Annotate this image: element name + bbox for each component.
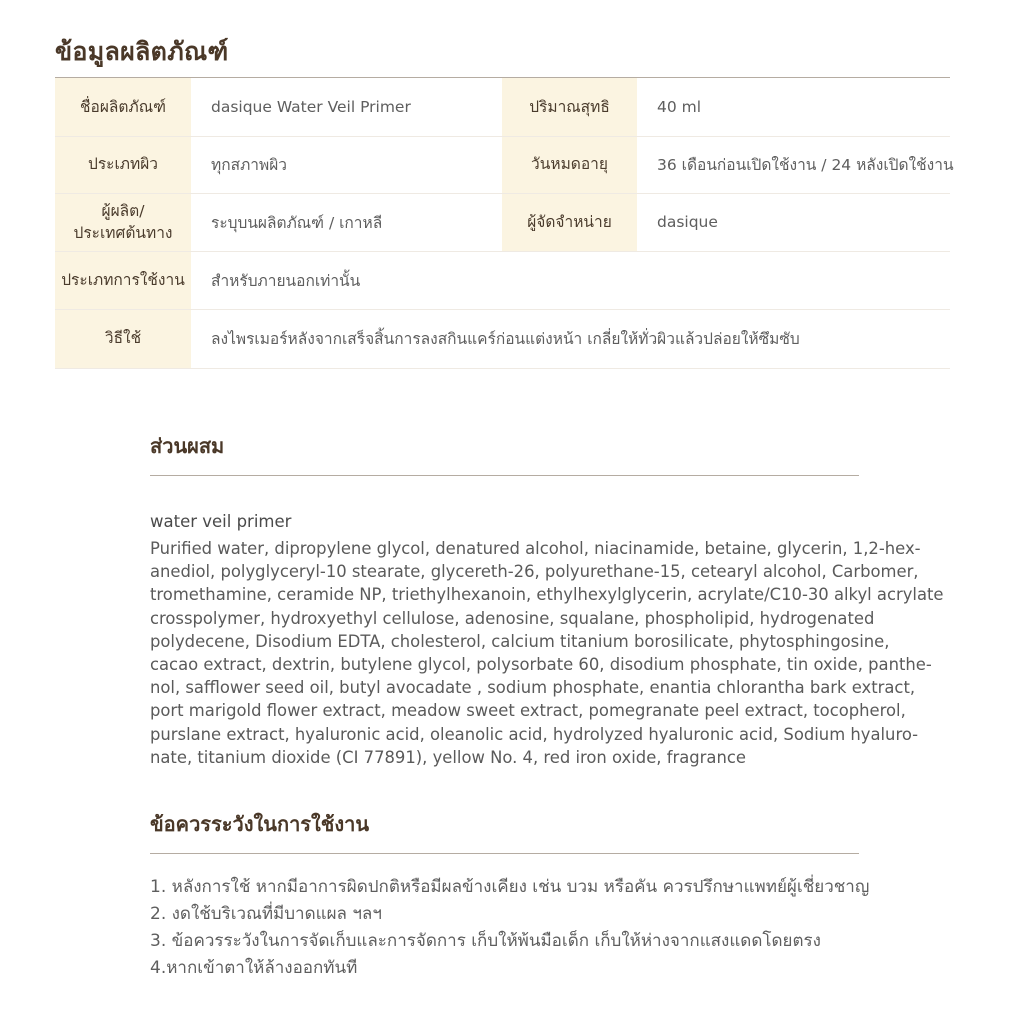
product-info-title: ข้อมูลผลิตภัณฑ์ [55,37,229,66]
label-expiry: วันหมดอายุ [502,136,637,193]
label-usage-type: ประเภทการใช้งาน [55,251,191,309]
ingredients-line: Purified water, dipropylene glycol, denatured alcohol, niacinamide, betaine, glycerin, 1,2-hex- [150,539,921,558]
ingredients-divider [150,475,859,476]
table-row [55,251,950,309]
label-distributor: ผู้จัดจำหน่าย [502,193,637,251]
ingredients-line: crosspolymer, hydroxyethyl cellulose, adenosine, squalane, phospholipid, hydrogenated [150,608,875,628]
list-item: 2. งดใช้บริเวณที่มีบาดแผล ฯลฯ [150,904,382,924]
value-usage-type: สำหรับภายนอกเท่านั้น [191,251,950,309]
table-row [55,309,950,368]
label-manufacturer-origin [55,193,191,251]
value-expiry: 36 เดือนก่อนเปิดใช้งาน / 24 หลังเปิดใช้งาน [637,136,950,193]
table-row [55,136,950,193]
value-product-name: dasique Water Veil Primer [191,78,502,136]
value-net-volume: 40 ml [637,78,950,136]
ingredients-product-name: water veil primer [150,512,292,531]
ingredients-line: tromethamine, ceramide NP, triethylhexanoin, ethylhexylglycerin, acrylate/C10-30 alkyl acrylate [150,585,944,605]
product-info-table [55,78,954,369]
ingredients-line: polydecene, Disodium EDTA, cholesterol, calcium titanium borosilicate, phytosphingosine, [150,631,890,651]
precautions-list [150,874,870,982]
precautions-divider [150,853,859,854]
list-item: 1. หลังการใช้ หากมีอาการผิดปกติหรือมีผลข้างเคียง เช่น บวม หรือคัน ควรปรึกษาแพทย์ผู้เชี่ยวชาญ [150,877,870,897]
ingredients-line: nol, safflower seed oil, butyl avocadate , sodium phosphate, enantia chlorantha bark extract, [150,678,916,698]
precautions-title: ข้อควรระวังในการใช้งาน [150,812,370,836]
ingredients-line: anediol, polyglyceryl-10 stearate, glycereth-26, polyurethane-15, cetearyl alcohol, Carbomer, [150,562,919,582]
ingredients-section [150,430,944,769]
value-skin-type: ทุกสภาพผิว [191,136,502,193]
value-distributor: dasique [637,193,950,251]
ingredients-title: ส่วนผสม [150,434,225,458]
label-how-to-use: วิธีใช้ [55,309,191,368]
value-manufacturer-origin: ระบุบนผลิตภัณฑ์ / เกาหลี [191,193,502,251]
label-net-volume: ปริมาณสุทธิ [502,78,637,136]
list-item: 3. ข้อควรระวังในการจัดเก็บและการจัดการ เก็บให้พ้นมือเด็ก เก็บให้ห่างจากแสงแดดโดยตรง [150,931,821,951]
label-manufacturer-line2: ประเทศต้นทาง [73,224,173,242]
value-how-to-use: ลงไพรเมอร์หลังจากเสร็จสิ้นการลงสกินแคร์ก่อนแต่งหน้า เกลี่ยให้ทั่วผิวแล้วปล่อยให้ซึมซับ [191,309,950,368]
label-product-name: ชื่อผลิตภัณฑ์ [55,78,191,136]
ingredients-list [150,537,944,769]
table-row [55,193,950,251]
label-manufacturer-line1: ผู้ผลิต/ [101,201,145,220]
table-row [55,78,950,136]
precautions-section [150,808,870,982]
list-item: 4.หากเข้าตาให้ล้างออกทันที [150,958,358,978]
ingredients-line: purslane extract, hyaluronic acid, oleanolic acid, hydrolyzed hyaluronic acid, Sodium hyaluro- [150,724,919,744]
ingredients-line: cacao extract, dextrin, butylene glycol, polysorbate 60, disodium phosphate, tin oxide, panthe- [150,655,932,675]
ingredients-line: port marigold flower extract, meadow sweet extract, pomegranate peel extract, tocopherol, [150,701,906,721]
ingredients-line: nate, titanium dioxide (CI 77891), yellow No. 4, red iron oxide, fragrance [150,747,746,767]
label-skin-type: ประเภทผิว [55,136,191,193]
